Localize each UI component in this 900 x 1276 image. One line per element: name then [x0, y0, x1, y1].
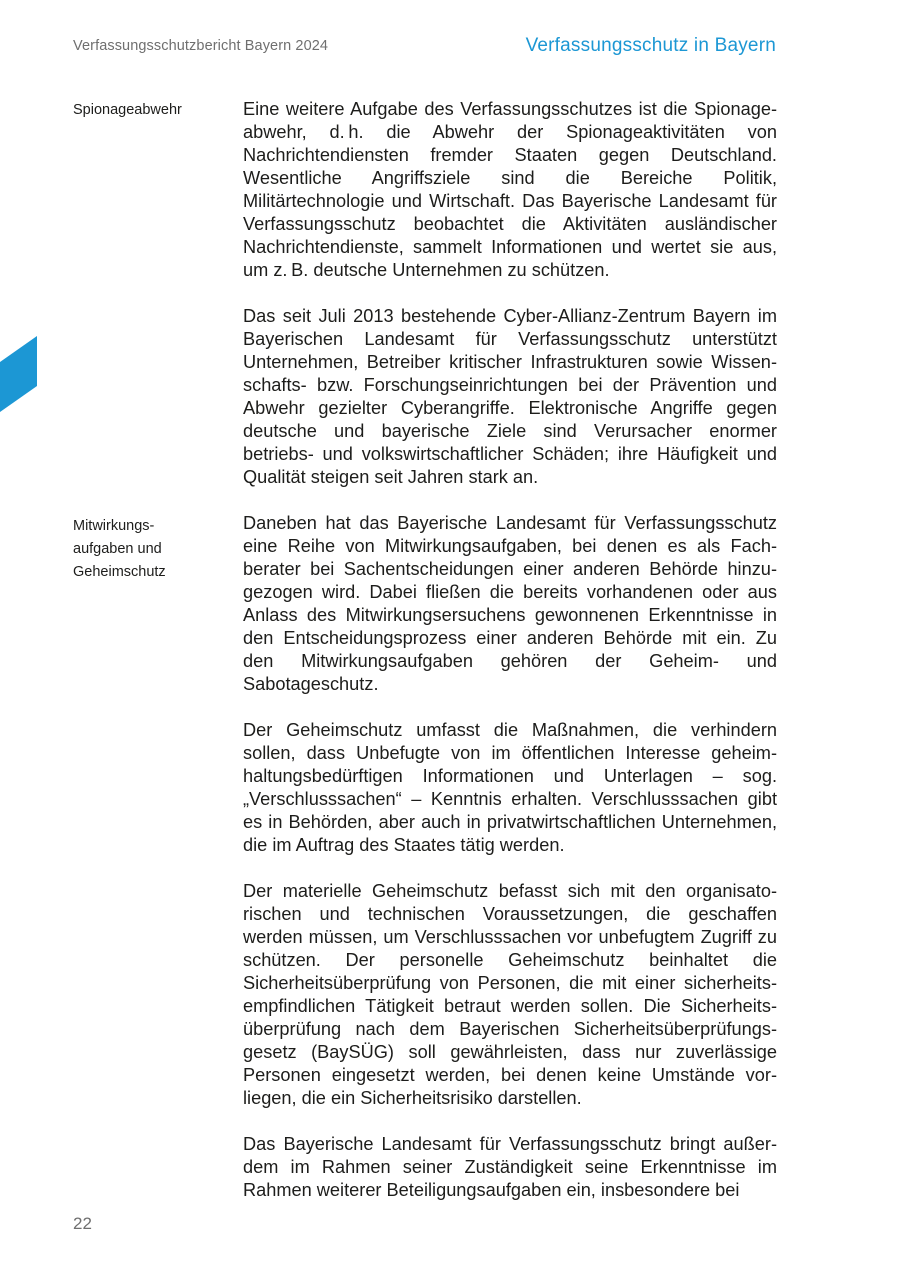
- running-header-report-title: Verfassungsschutzbericht Bayern 2024: [73, 38, 329, 54]
- paragraph: Das seit Juli 2013 bestehende Cyber-Allianz-Zentrum Bayern im Bayerischen Landesamt für Verfassungsschutz unterstützt Unternehmen, Betreiber kritischer Infrastrukturen sowie Wissenschafts- bzw. Forschungseinrichtungen bei der Prävention und Abwehr gezielter Cyberangriffe. Elektronische Angriffe gegen deutsche und bayerische Ziele sind Verursacher enormer betriebs- und volkswirtschaftlicher Schäden; ihre Häufigkeit und Qualität steigen seit Jahren stark an.: [243, 306, 777, 487]
- chapter-tab-marker: [0, 336, 37, 412]
- page-number: 22: [73, 1214, 92, 1233]
- paragraph: Der materielle Geheimschutz befasst sich mit den organisatorischen und technischen Voraussetzungen, die geschaffen werden müssen, um Verschlusssachen vor unbefugtem Zugriff zu schützen. Der personelle Geheimschutz beinhaltet die Sicherheitsüberprüfung von Personen, die mit einer sicherheitsempfindlichen Tätigkeit betraut werden sollen. Die Sicherheitsüberprüfung nach dem Bayerischen Sicherheitsüberprüfungsgesetz (BaySÜG) soll gewährleisten, dass nur zuverlässige Personen eingesetzt werden, bei denen keine Umstände vorliegen, die ein Sicherheitsrisiko darstellen.: [243, 881, 777, 1108]
- paragraph: Der Geheimschutz umfasst die Maßnahmen, die verhindern sollen, dass Unbefugte von im öffentlichen Interesse geheimhaltungsbedürftigen Informationen und Unterlagen – sog. „Verschlusssachen“ – Kenntnis erhalten. Verschlusssachen gibt es in Behörden, aber auch in privatwirtschaftlichen Unternehmen, die im Auftrag des Staates tätig werden.: [243, 720, 777, 855]
- margin-note-espionage: Spionageabwehr: [73, 102, 182, 118]
- body-text-column: [243, 98, 777, 1225]
- running-header-section-title: Verfassungsschutz in Bayern: [525, 35, 776, 56]
- paragraph: Daneben hat das Bayerische Landesamt für Verfassungsschutz eine Reihe von Mitwirkungsaufgaben, bei denen es als Fachberater bei Sachentscheidungen einer anderen Behörde hinzugezogen wird. Dabei fließen die bereits vorhandenen oder aus Anlass des Mitwirkungsersuchens gewonnenen Erkenntnisse in den Entscheidungsprozess einer anderen Behörde mit ein. Zu den Mitwirkungsaufgaben gehören der Geheim- und Sabotageschutz.: [243, 513, 777, 694]
- paragraph: Das Bayerische Landesamt für Verfassungsschutz bringt außerdem im Rahmen seiner Zuständigkeit seine Erkenntnisse im Rahmen weiterer Beteiligungsaufgaben ein, insbesondere bei: [243, 1134, 777, 1200]
- margin-note-cooperation: Mitwirkungs- aufgaben und Geheimschutz: [73, 518, 166, 580]
- paragraph: Eine weitere Aufgabe des Verfassungsschutzes ist die Spionageabwehr, d. h. die Abwehr der Spionageaktivitäten von Nachrichtendiensten fremder Staaten gegen Deutschland. Wesentliche Angriffsziele sind die Bereiche Politik, Militärtechnologie und Wirtschaft. Das Bayerische Landesamt für Verfassungsschutz beobachtet die Aktivitäten ausländischer Nachrichtendienste, sammelt Informationen und wertet sie aus, um z. B. deutsche Unternehmen zu schützen.: [243, 99, 777, 280]
